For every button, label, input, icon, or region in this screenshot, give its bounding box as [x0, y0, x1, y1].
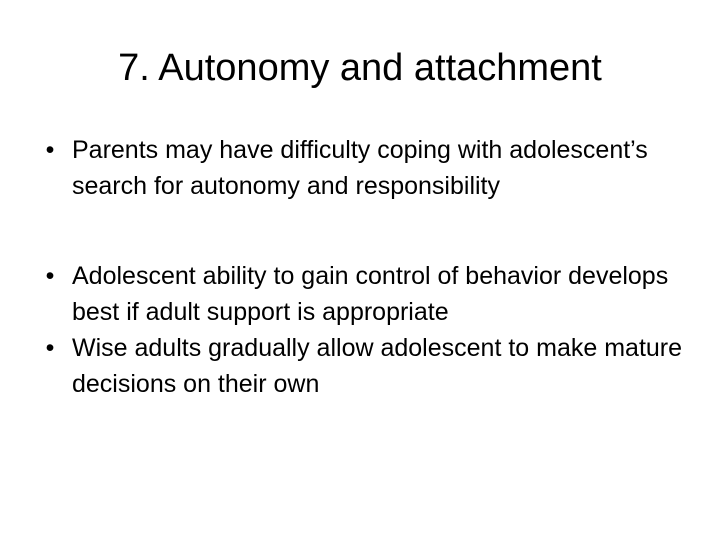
bullet-point-icon: •: [45, 334, 55, 362]
bullet-item: [36, 330, 686, 402]
bullet-point-icon: •: [45, 136, 55, 164]
bullet-item: [36, 258, 686, 330]
bullet-text: Parents may have difficulty coping with adolescent’s search for autonomy and responsibility: [72, 136, 648, 200]
bullet-item: [36, 132, 686, 204]
bullet-text: Adolescent ability to gain control of behavior develops best if adult support is appropriate: [72, 262, 669, 326]
bullet-list: [36, 132, 686, 402]
bullet-point-icon: •: [45, 262, 55, 290]
bullet-text: Wise adults gradually allow adolescent to make mature decisions on their own: [72, 334, 683, 398]
slide-title: 7. Autonomy and attachment: [118, 47, 602, 89]
